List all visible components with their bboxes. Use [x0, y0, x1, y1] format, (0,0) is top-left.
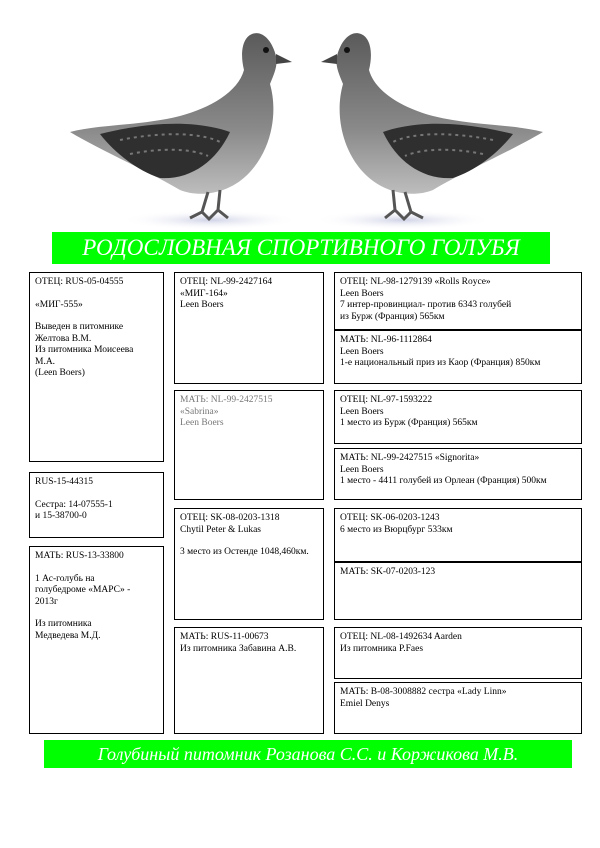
gen3-b-result-1: 1-е национальный приз из Каор (Франция) 850км	[340, 358, 541, 368]
footer-banner	[44, 740, 572, 768]
gen2-sire-breeder: Leen Boers	[180, 300, 224, 310]
subject-dam-line-2: голубедроме «МАРС» -	[35, 585, 131, 595]
gen3-h-box	[334, 682, 582, 734]
gen3-c-ring: ОТЕЦ: NL-97-1593222	[340, 395, 433, 405]
gen3-b-box	[334, 330, 582, 384]
gen3-g-box	[334, 627, 582, 679]
subject-sire-ring: ОТЕЦ: RUS-05-04555	[35, 277, 124, 287]
gen3-h-ring: МАТЬ: B-08-3008882 сестра «Lady Linn»	[340, 687, 507, 697]
gen3-a-result-2: из Бурж (Франция) 565км	[340, 311, 445, 322]
subject-dam-line-1: 1 Ас-голубь на	[35, 573, 95, 584]
gen3-e-result-1: 6 место из Вюрцбург 533км	[340, 524, 453, 535]
pigeon-left-image	[40, 22, 295, 230]
gen3-d-box	[334, 448, 582, 500]
subject-sire-line-1: Выведен в питомнике	[35, 322, 124, 332]
gen2-dam-dam-box	[174, 627, 324, 734]
gen3-a-result-1: 7 интер-провинциал- против 6343 голубей	[340, 300, 512, 310]
gen2-dam-breeder: Leen Boers	[180, 418, 224, 428]
gen3-d-breeder: Leen Boers	[340, 464, 384, 475]
subject-sire-name: «МИГ-555»	[35, 299, 83, 310]
page-title: РОДОСЛОВНАЯ СПОРТИВНОГО ГОЛУБЯ	[82, 235, 520, 260]
gen3-d-result-1: 1 место - 4411 голубей из Орлеан (Франция) 500км	[340, 476, 547, 486]
gen3-e-box	[334, 508, 582, 562]
subject-dam-ring: МАТЬ: RUS-13-33800	[35, 551, 124, 561]
gen2-sire-name: «МИГ-164»	[180, 288, 228, 299]
subject-box	[29, 472, 164, 538]
gen2-dam-sire-result: 3 место из Остенде 1048,460км.	[180, 547, 309, 557]
subject-sire-line-4: М.А.	[35, 356, 56, 367]
gen3-b-breeder: Leen Boers	[340, 346, 384, 357]
subject-sister-1: Сестра: 14-07555-1	[35, 499, 113, 510]
gen2-sire-ring: ОТЕЦ: NL-99-2427164	[180, 277, 273, 287]
gen3-c-breeder: Leen Boers	[340, 406, 384, 417]
gen3-d-ring: МАТЬ: NL-99-2427515 «Signorita»	[340, 453, 480, 463]
gen3-g-breeder: Из питомника P.Faes	[340, 643, 424, 654]
subject-sire-line-3: Из питомника Моисеева	[35, 345, 134, 355]
subject-sire-box	[29, 272, 164, 462]
subject-ring: RUS-15-44315	[35, 477, 94, 487]
subject-sire-line-2: Желтова В.М.	[35, 333, 92, 344]
subject-dam-line-4: Из питомника	[35, 619, 92, 629]
gen2-dam-sire-ring: ОТЕЦ: SK-08-0203-1318	[180, 513, 280, 523]
subject-sister-2: и 15-38700-0	[35, 511, 87, 521]
gen3-h-breeder: Emiel Denys	[340, 698, 390, 709]
gen2-dam-ring: МАТЬ: NL-99-2427515	[180, 395, 273, 405]
footer-text: Голубиный питомник Розанова С.С. и Коржикова М.В.	[97, 744, 519, 764]
gen2-dam-dam-ring: МАТЬ: RUS-11-00673	[180, 632, 269, 642]
gen3-a-breeder: Leen Boers	[340, 288, 384, 299]
subject-sire-line-5: (Leen Boers)	[35, 368, 85, 378]
gen3-b-ring: МАТЬ: NL-96-1112864	[340, 335, 432, 345]
subject-dam-box	[29, 546, 164, 734]
gen2-dam-sire-box	[174, 508, 324, 620]
gen2-dam-name: «Sabrina»	[180, 406, 219, 417]
subject-dam-line-5: Медведева М.Д.	[35, 630, 101, 641]
gen2-dam-box	[174, 390, 324, 500]
subject-dam-line-3: 2013г	[35, 596, 58, 607]
title-banner	[52, 232, 550, 264]
gen3-a-box	[334, 272, 582, 330]
gen3-f-box	[334, 562, 582, 620]
gen3-c-result-1: 1 место из Бурж (Франция) 565км	[340, 418, 478, 428]
gen2-dam-sire-breeder: Chytil Peter & Lukas	[180, 524, 262, 535]
gen3-f-ring: МАТЬ: SK-07-0203-123	[340, 567, 436, 577]
gen3-c-box	[334, 390, 582, 444]
gen2-dam-dam-breeder: Из питомника Забавина А.В.	[180, 643, 297, 654]
pigeon-right-image	[318, 22, 573, 230]
gen3-a-ring: ОТЕЦ: NL-98-1279139 «Rolls Royce»	[340, 277, 491, 287]
gen3-e-ring: ОТЕЦ: SK-06-0203-1243	[340, 513, 440, 523]
gen2-sire-box	[174, 272, 324, 384]
gen3-g-ring: ОТЕЦ: NL-08-1492634 Aarden	[340, 632, 462, 642]
